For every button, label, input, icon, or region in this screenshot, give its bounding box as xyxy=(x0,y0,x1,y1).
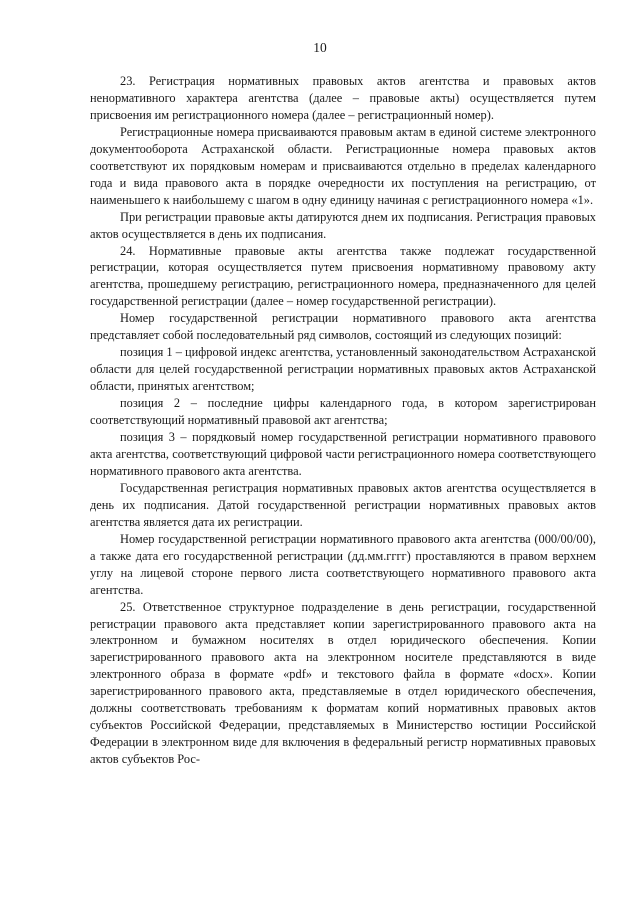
paragraph-position-2: позиция 2 – последние цифры календарного года, в котором зарегистрирован соответствующий нормативный правовой акт агентства; xyxy=(90,396,596,428)
paragraph-state-registration-date: Государственная регистрация нормативных правовых актов агентства осуществляется в день их подписания. Датой государственной регистрации нормативных правовых актов агентства является дата их регистрации. xyxy=(90,480,596,529)
document-body xyxy=(90,73,596,768)
paragraph-25: 25. Ответственное структурное подразделение в день регистрации, государственной регистрации правового акта представляет копии зарегистрированного правового акта на электронном и бумажном носителях в отдел юридического обеспечения. Копии зарегистрированного правового акта на электронном носителе представляются в виде электронного образа в формате «pdf» и текстового файла в формате «docx». Копии зарегистрированного правового акта, представляемые в отдел юридического обеспечения, должны соответствовать требованиям к форматам копий нормативных правовых актов субъектов Российской Федерации, представляемых в Министерство юстиции Российской Федерации в электронном виде для включения в федеральный регистр нормативных правовых актов субъектов Рос- xyxy=(90,599,596,767)
paragraph-number-placement: Номер государственной регистрации нормативного правового акта агентства (000/00/00), а также дата его государственной регистрации (дд.мм.гггг) проставляются в правом верхнем углу на лицевой стороне первого листа соответствующего нормативного правового акта агентства. xyxy=(90,531,596,597)
paragraph-23: 23. Регистрация нормативных правовых актов агентства и правовых актов ненормативного характера агентства (далее – правовые акты) осуществляется путем присвоения им регистрационного номера (далее – регистрационный номер). xyxy=(90,74,596,122)
page-number: 10 xyxy=(313,40,327,55)
paragraph-registration-numbers: Регистрационные номера присваиваются правовым актам в единой системе электронного документооборота Астраханской области. Регистрационные номера правовых актов соответствуют их порядковым номерам и присваиваются отдельно в пределах календарного года и вида правового акта в порядке очередности их поступления на регистрацию, от наименьшего к наибольшему с шагом в одну единицу начиная с регистрационного номера «1». xyxy=(90,124,596,207)
paragraph-position-3: позиция 3 – порядковый номер государственной регистрации нормативного правового акта агентства, соответствующий цифровой части регистрационного номера соответствующего нормативного правового акта агентства. xyxy=(90,430,596,478)
paragraph-state-registration-number: Номер государственной регистрации нормативного правового акта агентства представляет собой последовательный ряд символов, состоящий из следующих позиций: xyxy=(90,311,596,343)
paragraph-position-1: позиция 1 – цифровой индекс агентства, установленный законодательством Астраханской области для целей государственной регистрации нормативных правовых актов Астраханской области, принятых агентством; xyxy=(90,345,596,394)
paragraph-24: 24. Нормативные правовые акты агентства также подлежат государственной регистрации, которая осуществляется путем присвоения нормативному правовому акту агентства, прошедшему регистрацию, регистрационного номера, предназначенного для целей государственной регистрации (далее – номер государственной регистрации). xyxy=(90,243,596,309)
paragraph-registration-date: При регистрации правовые акты датируются днем их подписания. Регистрация правовых актов осуществляется в день их подписания. xyxy=(90,209,596,241)
